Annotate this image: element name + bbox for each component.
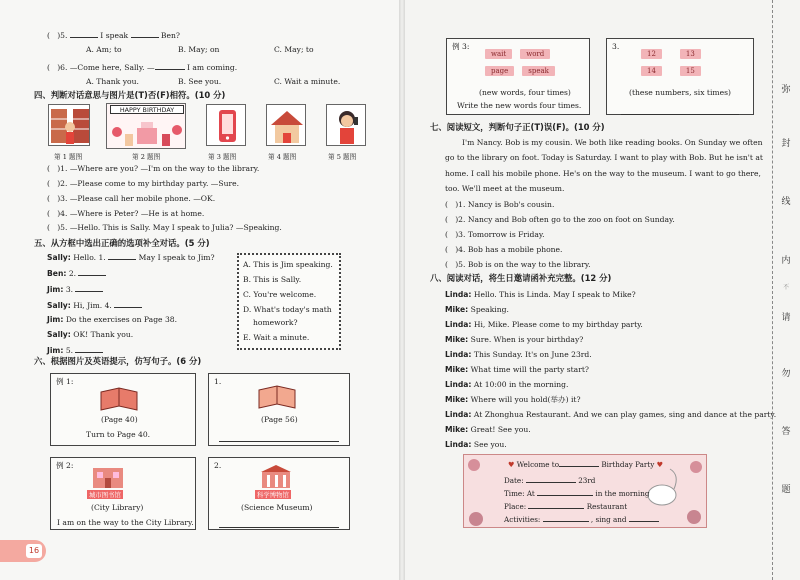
sec7-item-5: ( )5. Bob is on the way to the library. — [445, 260, 591, 269]
q6-option-a: A. Thank you. — [86, 77, 139, 86]
pic-2-birthday — [106, 103, 186, 149]
ex2-label: 例 2: — [56, 461, 74, 470]
passage-line-3: home. I call his mobile phone. He's on the way to the museum. I want to go there, — [445, 169, 761, 178]
number-tag: 15 — [680, 66, 701, 76]
dialog-line-1: Linda: Hello. This is Linda. May I speak to Mike? — [445, 290, 636, 299]
sec4-item-1: ( )1. —Where are you? —I'm on the way to the library. — [47, 164, 260, 173]
passage-line-4: too. We'll meet at the museum. — [445, 184, 565, 193]
sec7-item-1: ( )1. Nancy is Bob's cousin. — [445, 200, 555, 209]
dialog-line-10: Mike: Great! See you. — [445, 425, 531, 434]
word-tag: word — [520, 49, 550, 59]
q6-line: ( )6. —Come here, Sally. — I am coming. — [47, 63, 238, 72]
seal-cut-line — [772, 0, 773, 580]
pic-3-phone — [206, 104, 246, 146]
heart-icon: ♥ — [656, 460, 664, 469]
sec4-item-4: ( )4. —Where is Peter? —He is at home. — [47, 209, 205, 218]
seal-char: 封 — [781, 139, 791, 149]
q5-line: ( )5. I speak Ben? — [47, 31, 180, 40]
question-1-box — [208, 373, 350, 446]
options-box — [237, 253, 341, 350]
caption-1: 第 1 题图 — [54, 153, 83, 161]
page-number-tab — [0, 540, 46, 562]
q2-sign: 科学博物馆 — [257, 491, 289, 499]
section-7-title: 七、阅读短文，判断句子正(T)误(F)。(10 分) — [430, 122, 605, 132]
sec5-line-6: Sally: OK! Thank you. — [47, 330, 134, 339]
option-a: A. This is Jim speaking. — [243, 260, 333, 269]
happy-birthday-banner: HAPPY BIRTHDAY — [110, 105, 184, 114]
sec5-line-4: Sally: Hi, Jim. 4. — [47, 300, 142, 311]
word-tag: speak — [522, 66, 555, 76]
card-heading: ♥ Welcome to Birthday Party ♥ — [508, 460, 664, 469]
option-d-cont: homework? — [253, 318, 298, 327]
ex1-label: 例 1: — [56, 377, 74, 386]
seal-char: 题 — [781, 485, 791, 495]
card-place: Place: Restaurant — [504, 502, 628, 511]
pic-4-home — [266, 104, 306, 146]
q2-label: 2. — [214, 461, 222, 470]
q2-hint: (Science Museum) — [241, 503, 313, 512]
seal-char: 答 — [781, 427, 791, 437]
ex1-hint: (Page 40) — [101, 415, 138, 424]
book-spine — [399, 0, 405, 580]
mobile-phone-icon — [207, 105, 246, 146]
seal-char: 弥 — [781, 85, 791, 95]
option-e: E. Wait a minute. — [243, 333, 310, 342]
ex3-hint: (new words, four times) — [479, 88, 571, 97]
caption-5: 第 5 题图 — [328, 153, 357, 161]
dialog-line-2: Mike: Speaking. — [445, 305, 509, 314]
library-illustration — [49, 105, 90, 146]
q3-nums-row2 — [637, 66, 705, 76]
ex2-sign: 城市图书馆 — [89, 491, 121, 499]
card-activities: Activities: , sing and — [504, 514, 659, 525]
section-6-title: 六、根据图片及英语提示，仿写句子。(6 分) — [34, 356, 202, 366]
example-3-box — [446, 38, 590, 115]
sec5-line-1: Sally: Hello. 1. May I speak to Jim? — [47, 253, 215, 262]
number-tag: 14 — [641, 66, 662, 76]
dialog-line-9: Linda: At Zhonghua Restaurant. And we can play games, sing and dance at the party. — [445, 410, 777, 419]
sec4-item-2: ( )2. —Please come to my birthday party. —Sure. — [47, 179, 240, 188]
example-1-box — [50, 373, 196, 446]
caption-3: 第 3 题图 — [208, 153, 237, 161]
section-5-title: 五、从方框中选出正确的选项补全对话。(5 分) — [34, 238, 210, 248]
card-time: Time: At in the morning — [504, 489, 650, 498]
science-museum-building-icon — [259, 464, 293, 488]
q1-answer-line[interactable] — [219, 434, 339, 442]
section-8-title: 八、阅读对话，将生日邀请函补充完整。(12 分) — [430, 273, 612, 283]
ex3-words-row1 — [481, 49, 554, 59]
question-2-box — [208, 457, 350, 530]
q1-hint: (Page 56) — [261, 415, 298, 424]
sec7-item-2: ( )2. Nancy and Bob often go to the zoo on foot on Sunday. — [445, 215, 675, 224]
word-tag: page — [485, 66, 514, 76]
q3-hint: (these numbers, six times) — [629, 88, 731, 97]
seal-char: 线 — [781, 197, 791, 207]
ex1-answer: Turn to Page 40. — [86, 430, 151, 439]
passage-line-2: go to the library on foot. Today is Saturday. I want to play with Bob. But he isn't at — [445, 153, 763, 162]
birthday-party-illustration — [107, 114, 186, 149]
city-library-building-icon — [91, 464, 125, 488]
section-4-title: 四、判断对话意思与图片是(T)否(F)相符。(10 分) — [34, 90, 226, 100]
passage-line-1: I'm Nancy. Bob is my cousin. We both like reading books. On Sunday we often — [462, 138, 763, 147]
sec5-line-5: Jim: Do the exercises on Page 38. — [47, 315, 178, 324]
sec5-line-2: Ben: 2. — [47, 268, 106, 279]
option-b: B. This is Sally. — [243, 275, 302, 284]
card-date: Date: 23rd — [504, 476, 596, 485]
seal-char: 勿 — [781, 369, 791, 379]
dialog-line-8: Mike: Where will you hold(举办) it? — [445, 395, 581, 404]
dialog-line-3: Linda: Hi, Mike. Please come to my birthday party. — [445, 320, 643, 329]
girl-on-phone-illustration — [327, 105, 366, 146]
q6-option-c: C. Wait a minute. — [274, 77, 341, 86]
dialog-line-5: Linda: This Sunday. It's on June 23rd. — [445, 350, 592, 359]
caption-2: 第 2 题图 — [132, 153, 161, 161]
word-tag: wait — [485, 49, 512, 59]
sec5-line-7: Jim: 5. — [47, 345, 103, 356]
q5-option-a: A. Am; to — [86, 45, 122, 54]
seal-char: 内 — [781, 256, 791, 266]
sec7-item-4: ( )4. Bob has a mobile phone. — [445, 245, 563, 254]
page-number: 16 — [26, 544, 42, 558]
sec5-line-3: Jim: 3. — [47, 284, 103, 295]
ex3-label: 例 3: — [452, 42, 470, 51]
seal-char: 请 — [781, 313, 791, 323]
option-d: D. What's today's math — [243, 305, 332, 314]
sec4-item-5: ( )5. —Hello. This is Sally. May I speak to Julia? —Speaking. — [47, 223, 282, 232]
seal-char: 不 — [782, 284, 789, 291]
heart-icon: ♥ — [508, 460, 515, 469]
q3-answer-line[interactable] — [621, 107, 739, 115]
q5-option-b: B. May; on — [178, 45, 220, 54]
ex2-hint: (City Library) — [91, 503, 144, 512]
example-2-box — [50, 457, 196, 530]
sec4-item-3: ( )3. —Please call her mobile phone. —OK. — [47, 194, 216, 203]
dialog-line-4: Mike: Sure. When is your birthday? — [445, 335, 584, 344]
book-icon — [99, 386, 139, 412]
ex3-words-row2 — [481, 66, 559, 76]
number-tag: 13 — [680, 49, 701, 59]
dialog-line-11: Linda: See you. — [445, 440, 507, 449]
open-book-icon — [257, 384, 297, 410]
number-tag: 12 — [641, 49, 662, 59]
caption-4: 第 4 题图 — [268, 153, 297, 161]
dialog-line-6: Mike: What time will the party start? — [445, 365, 589, 374]
dialog-line-7: Linda: At 10:00 in the morning. — [445, 380, 569, 389]
birthday-invitation-card — [463, 454, 707, 528]
q3-label: 3. — [612, 42, 620, 51]
q5-option-c: C. May; to — [274, 45, 314, 54]
sec7-item-3: ( )3. Tomorrow is Friday. — [445, 230, 545, 239]
q1-label: 1. — [214, 377, 222, 386]
q3-nums-row1 — [637, 49, 705, 59]
ex2-answer: I am on the way to the City Library. — [57, 518, 194, 527]
home-illustration — [267, 105, 306, 146]
question-3-box — [606, 38, 754, 115]
q6-option-b: B. See you. — [178, 77, 222, 86]
option-c: C. You're welcome. — [243, 290, 317, 299]
q2-answer-line[interactable] — [219, 520, 339, 528]
pic-5-girl-phone — [326, 104, 366, 146]
pic-1-library — [48, 104, 90, 146]
ex3-answer: Write the new words four times. — [457, 101, 582, 110]
